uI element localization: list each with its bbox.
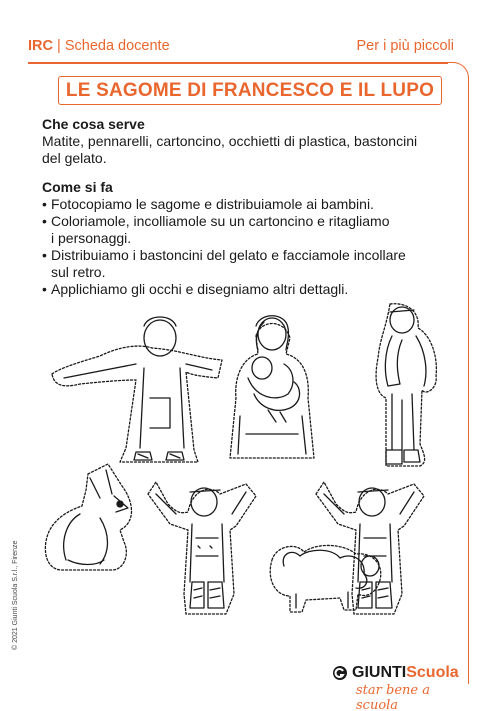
giunti-g-icon: [332, 665, 348, 681]
materials-line-2: del gelato.: [42, 150, 107, 166]
materials-heading: Che cosa serve: [42, 116, 145, 132]
steps-heading: Come si fa: [42, 179, 113, 195]
mother-with-child-figure: [230, 316, 314, 458]
header-separator: |: [57, 38, 61, 54]
audience-label: Per i più piccoli: [356, 38, 454, 54]
logo-brand-b: Scuola: [406, 664, 459, 681]
logo-brand-a: GIUNTI: [352, 664, 407, 681]
villager-figure: [148, 482, 256, 614]
step-item: • Fotocopiamo le sagome e distribuiamole ai bambini.: [42, 196, 462, 213]
step-item: • Coloriamole, incolliamole su un cartoncino e ritagliamo i personaggi.: [42, 213, 462, 247]
cutout-figures: [40, 298, 460, 628]
publisher-logo: [332, 664, 472, 711]
wolf-figure: [45, 464, 131, 570]
sheet-kind-label: Scheda docente: [64, 38, 170, 54]
logo-tagline: star bene a scuola: [356, 683, 430, 711]
francesco-figure: [52, 317, 222, 462]
subject-label: IRC: [28, 38, 53, 54]
step-item: • Distribuiamo i bastoncini del gelato e facciamole incollare sul retro.: [42, 247, 462, 281]
page-title: LE SAGOME DI FRANCESCO E IL LUPO: [58, 76, 442, 105]
steps-list: [42, 196, 462, 298]
header-subject: [28, 38, 170, 54]
step-item: • Applichiamo gli occhi e disegniamo altri dettagli.: [42, 281, 462, 298]
man-figure: [376, 304, 436, 466]
materials-line-1: Matite, pennarelli, cartoncino, occhietti di plastica, bastoncini: [42, 133, 418, 149]
copyright-notice: © 2021 Giunti Scuola S.r.l., Firenze: [12, 540, 19, 650]
